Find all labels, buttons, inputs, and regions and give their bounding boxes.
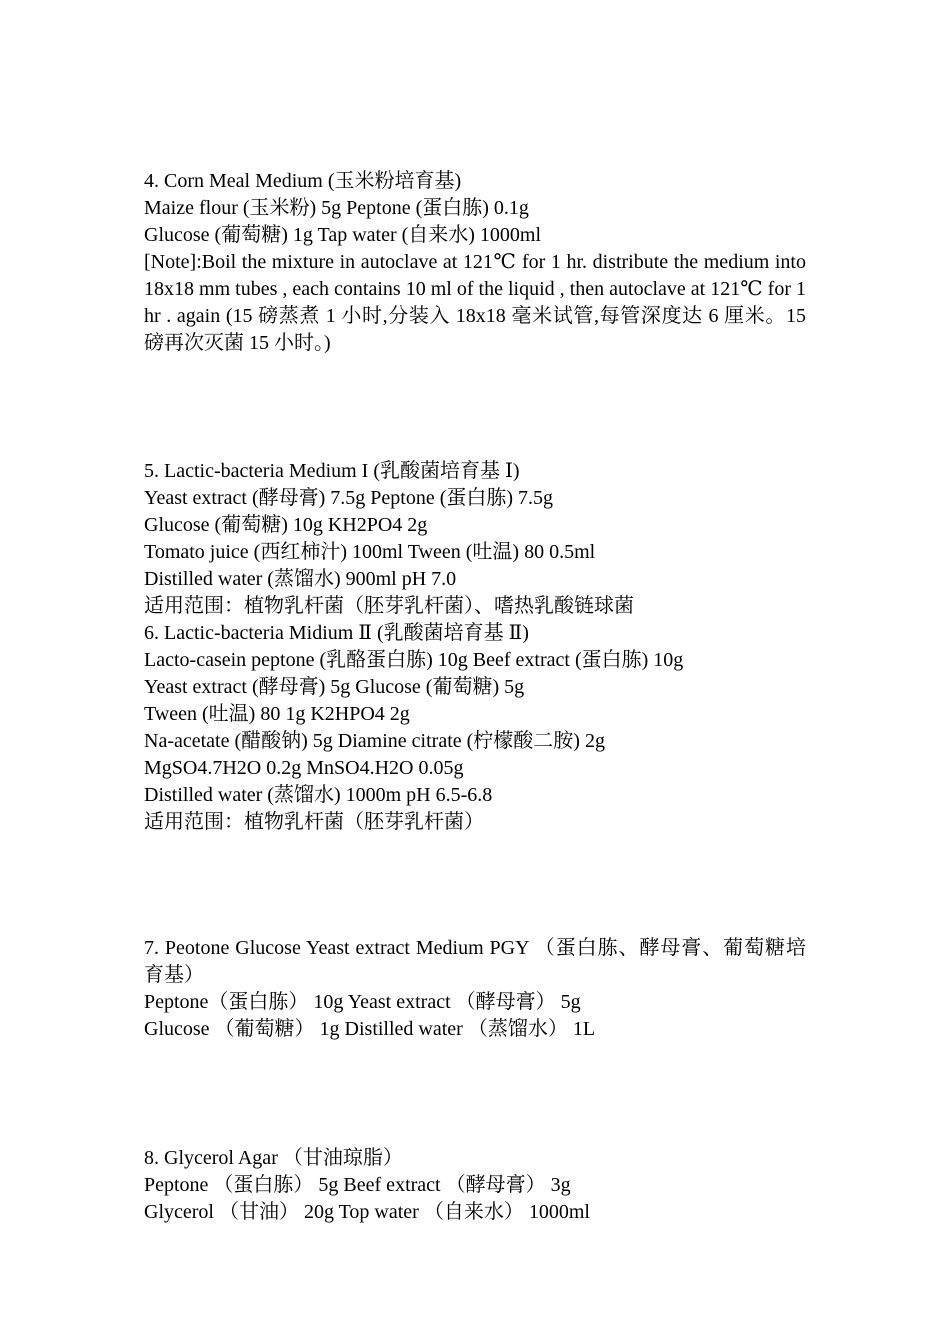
ingredient-line: Yeast extract (酵母膏) 5g Glucose (葡萄糖) 5g xyxy=(144,676,525,698)
applicability-line: 适用范围：植物乳杆菌（胚芽乳杆菌）、嗜热乳酸链球菌 xyxy=(144,595,634,617)
ingredient-line: Na-acetate (醋酸钠) 5g Diamine citrate (柠檬酸二胺) 2g xyxy=(144,730,605,752)
applicability-line: 适用范围：植物乳杆菌（胚芽乳杆菌） xyxy=(144,811,484,833)
ingredient-line: Tomato juice (西红柿汁) 100ml Tween (吐温) 80 0.5ml xyxy=(144,541,596,563)
note-paragraph: [Note]:Boil the mixture in autoclave at 121℃ for 1 hr. distribute the medium into 18x18 mm tubes , each contains 10 ml of the liquid , then autoclave at 121℃ for 1 hr . again (15 磅蒸煮 1 小时,分装入 18x18 毫米试管,每管深度达 6 厘米。15 磅再次灭菌 15 小时。) xyxy=(144,251,806,354)
ingredient-line: Maize flour (玉米粉) 5g Peptone (蛋白胨) 0.1g xyxy=(144,197,529,219)
section-title: 4. Corn Meal Medium (玉米粉培育基) xyxy=(144,170,462,192)
ingredient-line: Glycerol （甘油） 20g Top water （自来水） 1000ml xyxy=(144,1201,590,1223)
section-title: 5. Lactic-bacteria Medium I (乳酸菌培育基 Ⅰ) xyxy=(144,460,520,482)
ingredient-line: Glucose （葡萄糖） 1g Distilled water （蒸馏水） 1L xyxy=(144,1018,596,1040)
ingredient-line: Peptone （蛋白胨） 5g Beef extract （酵母膏） 3g xyxy=(144,1174,571,1196)
ingredient-line: Yeast extract (酵母膏) 7.5g Peptone (蛋白胨) 7.5g xyxy=(144,487,554,509)
glycerol-agar-section xyxy=(144,1145,806,1226)
ingredient-line: Glucose (葡萄糖) 10g KH2PO4 2g xyxy=(144,514,428,536)
section-title: 7. Peotone Glucose Yeast extract Medium PGY （蛋白胨、酵母膏、葡萄糖培育基） xyxy=(144,937,806,986)
ingredient-line: MgSO4.7H2O 0.2g MnSO4.H2O 0.05g xyxy=(144,757,464,779)
lactic-bacteria-media-section xyxy=(144,458,806,836)
ingredient-line: Tween (吐温) 80 1g K2HPO4 2g xyxy=(144,703,410,725)
ingredient-line: Lacto-casein peptone (乳酪蛋白胨) 10g Beef extract (蛋白胨) 10g xyxy=(144,649,684,671)
corn-meal-medium-section xyxy=(144,168,806,357)
ingredient-line: Peptone（蛋白胨） 10g Yeast extract （酵母膏） 5g xyxy=(144,991,581,1013)
ingredient-line: Distilled water (蒸馏水) 1000m pH 6.5-6.8 xyxy=(144,784,493,806)
ingredient-line: Distilled water (蒸馏水) 900ml pH 7.0 xyxy=(144,568,457,590)
ingredient-line: Glucose (葡萄糖) 1g Tap water (自来水) 1000ml xyxy=(144,224,542,246)
section-title: 8. Glycerol Agar （甘油琼脂） xyxy=(144,1147,403,1169)
section-title: 6. Lactic-bacteria Midium Ⅱ (乳酸菌培育基 Ⅱ) xyxy=(144,622,529,644)
pgy-medium-section xyxy=(144,935,806,1043)
